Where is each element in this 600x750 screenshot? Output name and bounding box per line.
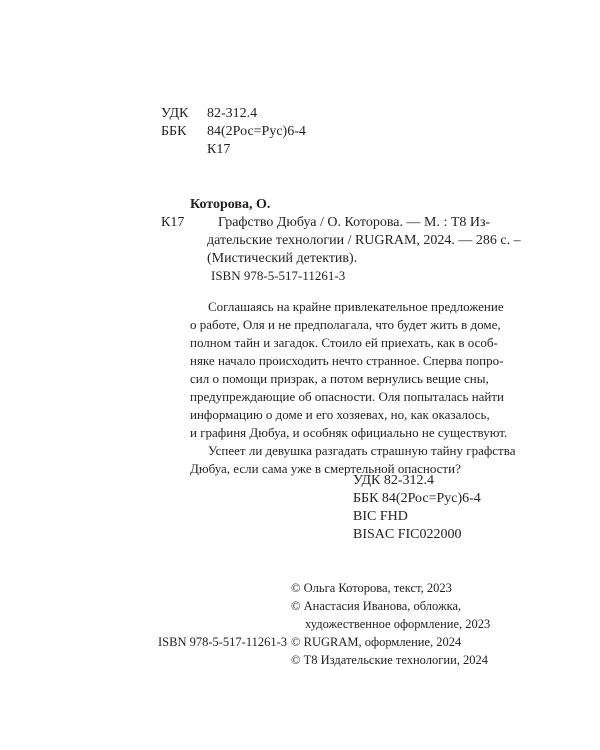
copyright-block (291, 579, 490, 669)
annotation-line: информацию о доме и его хозяевах, но, как оказалось, (190, 407, 490, 422)
udk-value: 82-312.4 (207, 106, 258, 121)
copyright-line: художественное оформление, 2023 (305, 617, 491, 631)
entry-isbn: ISBN 978-5-517-11261-3 (211, 268, 346, 283)
annotation-line: Соглашаясь на крайне привлекательное предложение (208, 299, 504, 314)
entry-mark: К17 (161, 215, 185, 230)
annotation-line: сил о помощи призрак, а потом вернулись вещие сны, (190, 371, 489, 386)
annotation-line: предупреждающие об опасности. Оля попыталась найти (190, 389, 505, 404)
footer-isbn: ISBN 978-5-517-11261-3 (158, 635, 288, 649)
annotation-line: Успеет ли девушка разгадать страшную тайну графства (208, 443, 516, 458)
author-mark: К17 (207, 142, 231, 157)
copyright-line: © Анастасия Иванова, обложка, (291, 599, 462, 613)
classification-code: BIC FHD (353, 509, 408, 524)
classification-code: BISAC FIC022000 (353, 527, 462, 542)
entry-line: (Мистический детектив). (207, 251, 358, 266)
udk-row (161, 105, 306, 123)
header-classification (161, 105, 306, 159)
entry-line: дательские технологии / RUGRAM, 2024. — 286 с. – (207, 233, 521, 248)
annotation (190, 298, 515, 478)
classification-code: УДК 82-312.4 (353, 473, 435, 488)
bbk-value: 84(2Рос=Рус)6-4 (207, 124, 306, 139)
annotation-line: няке начало происходить нечто странное. Сперва попро- (190, 353, 504, 368)
entry-line: Графство Дюбуа / О. Которова. — М. : Т8 Из- (218, 215, 491, 230)
bbk-row (161, 123, 306, 141)
annotation-line: Дюбуа, если сама уже в смертельной опасности? (190, 461, 461, 476)
udk-label: УДК (161, 106, 189, 121)
annotation-line: о работе, Оля и не предполагала, что будет жить в доме, (190, 317, 501, 332)
copyright-line: © RUGRAM, оформление, 2024 (291, 635, 462, 649)
author-mark-row (161, 141, 306, 159)
classification-codes (353, 472, 481, 544)
annotation-line: и графиня Дюбуа, и особняк официально не существуют. (190, 425, 508, 440)
classification-code: ББК 84(2Рос=Рус)6-4 (353, 491, 481, 506)
annotation-line: полном тайн и загадок. Стоило ей приехать, как в особ- (190, 335, 498, 350)
copyright-line: © Т8 Издательские технологии, 2024 (291, 653, 489, 667)
entry-author: Которова, О. (190, 197, 271, 212)
copyright-line: © Ольга Которова, текст, 2023 (291, 581, 452, 595)
entry-description (207, 214, 521, 268)
bbk-label: ББК (161, 124, 187, 139)
